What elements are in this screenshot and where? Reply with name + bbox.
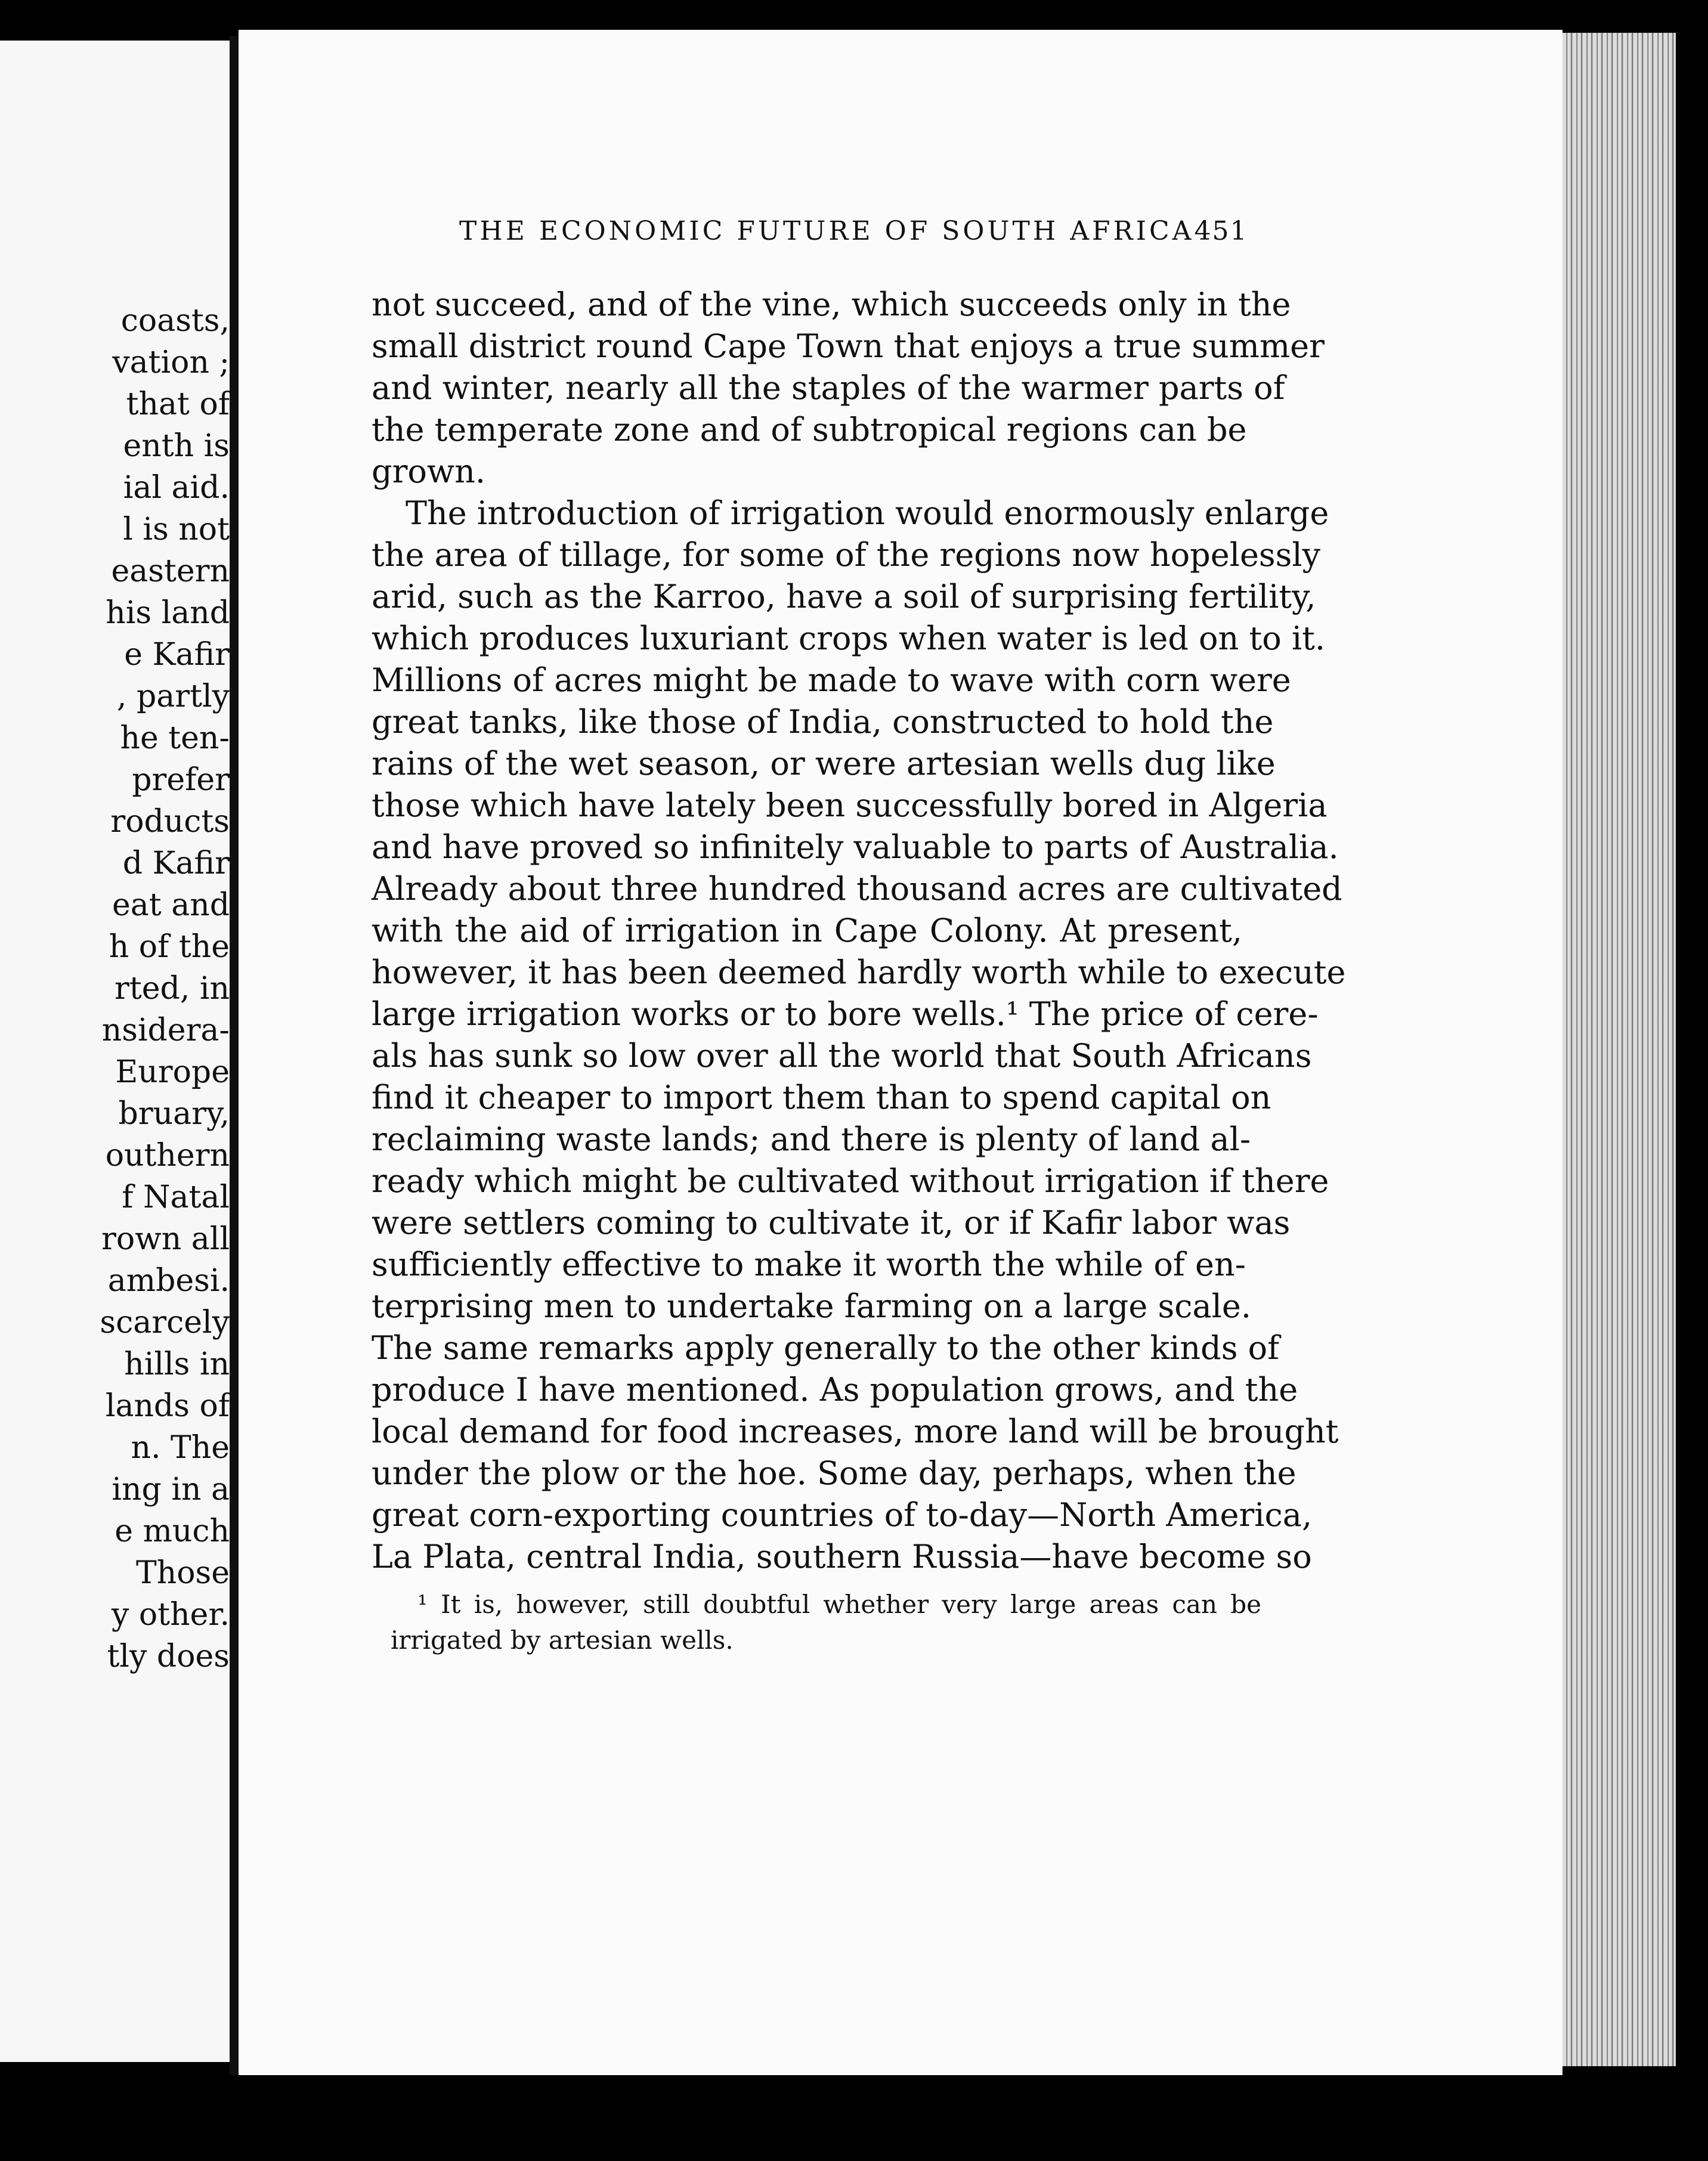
body-line: not succeed, and of the vine, which succeeds only in the: [372, 286, 1291, 323]
body-line: were settlers coming to cultivate it, or if Kafir labor was: [372, 1204, 1291, 1242]
body-line: and have proved so infinitely valuable to parts of Australia.: [372, 828, 1339, 866]
body-line: great corn-exporting countries of to-day—North America,: [372, 1496, 1313, 1534]
left-line-fragment: prefer: [132, 762, 230, 798]
left-line-fragment: he ten-: [120, 720, 230, 756]
left-line-fragment: ing in a: [112, 1472, 230, 1507]
body-line: arid, such as the Karroo, have a soil of surprising fertility,: [372, 578, 1316, 615]
left-line-fragment: e Kafir: [124, 637, 230, 673]
body-line: small district round Cape Town that enjoys a true summer: [372, 327, 1325, 365]
left-line-fragment: enth is: [123, 428, 230, 464]
page-edges: [1562, 33, 1676, 2066]
left-line-fragment: his land: [106, 595, 230, 631]
left-line-fragment: that of: [126, 386, 230, 422]
left-line-fragment: f Natal: [122, 1179, 230, 1215]
body-line: those which have lately been successfully bored in Algeria: [372, 787, 1328, 824]
left-line-fragment: y other.: [111, 1597, 230, 1633]
left-line-fragment: e much: [115, 1513, 230, 1549]
body-line: which produces luxuriant crops when water is led on to it.: [372, 620, 1326, 657]
body-line: ready which might be cultivated without irrigation if there: [372, 1162, 1329, 1200]
left-line-fragment: rown all: [101, 1221, 230, 1257]
body-line: produce I have mentioned. As population grows, and the: [372, 1371, 1298, 1408]
body-line: great tanks, like those of India, constructed to hold the: [372, 703, 1274, 741]
body-line: Already about three hundred thousand acres are cultivated: [372, 870, 1342, 908]
left-line-fragment: vation ;: [112, 345, 230, 380]
left-line-fragment: nsidera-: [101, 1013, 230, 1048]
page-number: 451: [1194, 216, 1248, 246]
body-line: local demand for food increases, more land will be brought: [372, 1413, 1339, 1450]
left-line-fragment: coasts,: [120, 303, 230, 339]
footnote-line: ¹ It is, however, still doubtful whether very large areas can be: [417, 1590, 1261, 1619]
body-line: large irrigation works or to bore wells.¹ The price of cere-: [372, 995, 1319, 1033]
footnote-line: irrigated by artesian wells.: [391, 1626, 734, 1655]
left-page-text-column: [0, 41, 230, 2062]
body-line: under the plow or the hoe. Some day, perhaps, when the: [372, 1454, 1297, 1492]
left-line-fragment: ial aid.: [123, 470, 230, 506]
left-line-fragment: l is not: [123, 512, 230, 547]
body-line: find it cheaper to import them than to spend capital on: [372, 1079, 1271, 1116]
left-line-fragment: eastern: [111, 553, 230, 589]
book-gutter: [230, 36, 239, 2075]
left-line-fragment: tly does: [107, 1639, 230, 1674]
body-line: and winter, nearly all the staples of the warmer parts of: [372, 369, 1285, 407]
left-line-fragment: n. The: [131, 1430, 230, 1466]
left-line-fragment: hills in: [124, 1346, 230, 1382]
running-head: [459, 216, 1246, 246]
left-line-fragment: outhern: [105, 1138, 230, 1174]
running-head-title: THE ECONOMIC FUTURE OF SOUTH AFRICA: [459, 216, 1195, 246]
left-line-fragment: h of the: [109, 929, 230, 965]
body-line: the area of tillage, for some of the regions now hopelessly: [372, 536, 1321, 574]
left-line-fragment: roducts: [110, 804, 230, 840]
left-line-fragment: rted, in: [115, 971, 230, 1007]
left-line-fragment: d Kafir: [122, 846, 230, 881]
body-line: with the aid of irrigation in Cape Colony. At present,: [372, 912, 1242, 949]
body-line: the temperate zone and of subtropical regions can be: [372, 411, 1247, 448]
body-line: als has sunk so low over all the world that South Africans: [372, 1037, 1312, 1075]
left-line-fragment: Europe: [115, 1054, 230, 1090]
body-line: sufficiently effective to make it worth the while of en-: [372, 1246, 1246, 1283]
left-line-fragment: lands of: [105, 1388, 230, 1424]
body-line: grown.: [372, 453, 486, 490]
left-line-fragment: bruary,: [118, 1096, 230, 1132]
body-line: reclaiming waste lands; and there is plenty of land al-: [372, 1120, 1251, 1158]
left-line-fragment: , partly: [116, 679, 230, 714]
body-line: terprising men to undertake farming on a large scale.: [372, 1287, 1252, 1325]
left-page: [0, 41, 230, 2062]
left-line-fragment: Those: [136, 1555, 230, 1591]
body-line: however, it has been deemed hardly worth while to execute: [372, 953, 1346, 991]
left-line-fragment: scarcely: [100, 1305, 230, 1340]
left-line-fragment: ambesi.: [107, 1263, 230, 1299]
body-line: rains of the wet season, or were artesian wells dug like: [372, 745, 1276, 782]
body-line: The same remarks apply generally to the other kinds of: [372, 1329, 1280, 1367]
paragraph-start-line: The introduction of irrigation would enormously enlarge: [406, 494, 1329, 532]
body-line: Millions of acres might be made to wave with corn were: [372, 661, 1291, 699]
left-line-fragment: eat and: [112, 887, 230, 923]
body-line: La Plata, central India, southern Russia—have become so: [372, 1538, 1312, 1575]
